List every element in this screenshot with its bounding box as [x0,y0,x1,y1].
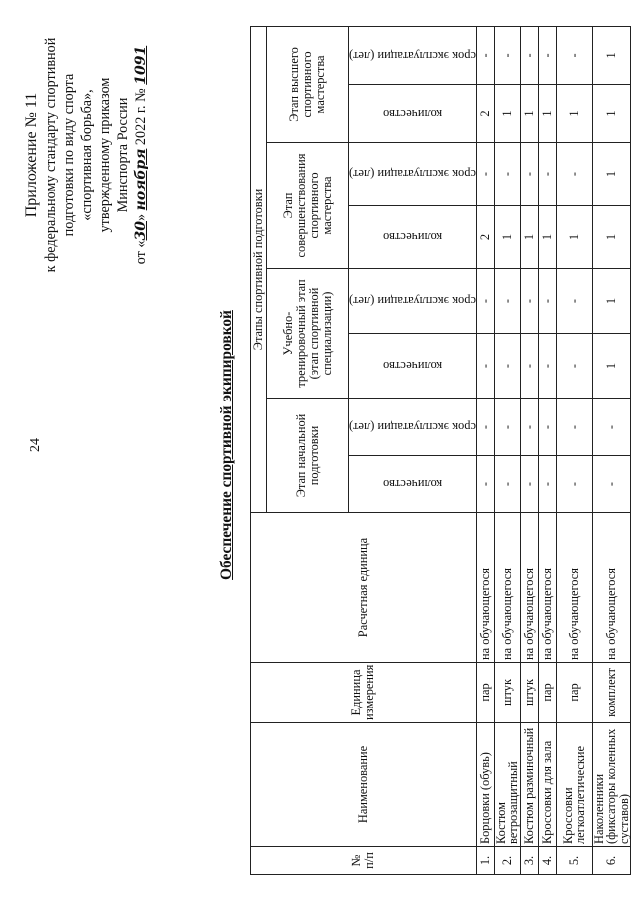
row-unit: пар [556,663,592,723]
header-term-1: срок эксплуатации (лет) [349,420,476,435]
row-num: 3. [520,847,538,875]
cell-term-training: 1 [592,269,631,334]
document-title: Обеспечение спортивной экипировкой [218,310,235,580]
cell-term-initial: - [476,399,494,456]
cell-qty-improvement: 1 [494,206,520,269]
cell-term-higher: - [476,26,494,84]
row-num: 5. [556,847,592,875]
cell-term-training: - [520,269,538,334]
cell-qty-training: 1 [592,334,631,399]
date-month: ноября [133,148,149,211]
cell-term-initial: - [592,399,631,456]
row-num: 1. [476,847,494,875]
cell-term-training: - [538,269,556,334]
cell-term-initial: - [520,399,538,456]
header-stage-initial: Этап начальной подготовки [267,399,349,513]
header-name: Наименование [251,723,477,847]
date-day: 30 [133,221,149,241]
cell-qty-initial: - [538,456,556,513]
appendix-line-3: «спортивная борьба», [79,89,95,221]
row-calc-unit: на обучающегося [520,513,538,663]
appendix-line-2: подготовки по виду спорта [61,73,77,237]
cell-term-training: - [494,269,520,334]
cell-term-improvement: - [494,143,520,206]
cell-term-improvement: 1 [592,143,631,206]
cell-term-higher: - [520,26,538,84]
cell-term-improvement: - [520,143,538,206]
cell-term-training: - [476,269,494,334]
header-unit: Единица измерения [251,663,477,723]
header-qty-3: количество [382,230,443,245]
cell-qty-initial: - [520,456,538,513]
header-qty-1: количество [382,477,443,492]
page-number: 24 [28,438,43,452]
table-row [538,26,556,874]
table-row [520,26,538,874]
appendix-line-1: к федеральному стандарту спортивной [43,37,59,273]
header-qty-2: количество [382,359,443,374]
date-mid: » [133,213,149,221]
header-qty-4: количество [382,107,443,121]
row-name: Кроссовки легкоатлетические [556,723,592,847]
cell-term-improvement: - [538,143,556,206]
row-name: Борцовки (обувь) [476,723,494,847]
cell-term-initial: - [494,399,520,456]
header-stage-higher: Этап высшего спортивного мастерства [267,26,349,142]
cell-term-training: - [556,269,592,334]
row-name: Костюм ветрозащитный [494,723,520,847]
cell-qty-initial: - [494,456,520,513]
cell-qty-initial: - [476,456,494,513]
cell-qty-higher: 1 [592,85,631,143]
row-num: 4. [538,847,556,875]
row-name: Кроссовки для зала [538,723,556,847]
header-stages-group: Этапы спортивной подготовки [251,26,267,512]
cell-qty-training: - [476,334,494,399]
row-unit: пар [538,663,556,723]
header-num: № п/п [251,847,477,875]
header-term-2: срок эксплуатации (лет) [349,294,476,309]
cell-term-higher: - [494,26,520,84]
header-term-4: срок эксплуатации (лет) [349,48,476,63]
table-row [592,26,631,874]
row-num: 6. [592,847,631,875]
cell-qty-higher: 1 [520,85,538,143]
header-stage-training: Учебно-тренировочный этап (этап спортивной специализации) [267,269,349,399]
cell-qty-training: - [538,334,556,399]
cell-qty-improvement: 2 [476,206,494,269]
cell-qty-initial: - [556,456,592,513]
table-row [494,26,520,874]
equipment-table [250,26,631,875]
row-calc-unit: на обучающегося [556,513,592,663]
table-row [476,26,494,874]
date-year: 2022 г. № [133,88,149,146]
row-unit: комплект [592,663,631,723]
cell-term-improvement: - [556,143,592,206]
header-calc-unit: Расчетная единица [251,513,477,663]
row-calc-unit: на обучающегося [494,513,520,663]
cell-qty-improvement: 1 [592,206,631,269]
cell-qty-training: - [494,334,520,399]
row-name: Наколенники (фиксаторы коленных суставов) [592,723,631,847]
row-calc-unit: на обучающегося [476,513,494,663]
appendix-date-line [132,20,150,290]
cell-qty-higher: 2 [476,85,494,143]
cell-term-higher: 1 [592,26,631,84]
cell-term-initial: - [538,399,556,456]
cell-qty-higher: 1 [556,85,592,143]
cell-qty-higher: 1 [494,85,520,143]
header-term-3: срок эксплуатации (лет) [349,167,476,182]
order-number: 1091 [133,45,149,85]
cell-term-higher: - [556,26,592,84]
appendix-line-4: утвержденному приказом [97,77,113,233]
row-calc-unit: на обучающегося [592,513,631,663]
appendix-line-5: Минспорта России [115,97,131,213]
cell-term-improvement: - [476,143,494,206]
cell-qty-improvement: 1 [538,206,556,269]
cell-term-higher: - [538,26,556,84]
row-unit: пар [476,663,494,723]
cell-qty-improvement: 1 [520,206,538,269]
row-num: 2. [494,847,520,875]
row-unit: штук [520,663,538,723]
cell-qty-improvement: 1 [556,206,592,269]
date-prefix: от « [133,240,149,265]
cell-qty-higher: 1 [538,85,556,143]
row-name: Костюм разминочный [520,723,538,847]
cell-qty-training: - [520,334,538,399]
cell-qty-initial: - [592,456,631,513]
row-unit: штук [494,663,520,723]
row-calc-unit: на обучающегося [538,513,556,663]
appendix-header [22,20,150,290]
cell-term-initial: - [556,399,592,456]
table-row [556,26,592,874]
appendix-title: Приложение № 11 [23,92,40,218]
header-stage-improvement: Этап совершенствования спортивного мастерства [267,143,349,269]
cell-qty-training: - [556,334,592,399]
